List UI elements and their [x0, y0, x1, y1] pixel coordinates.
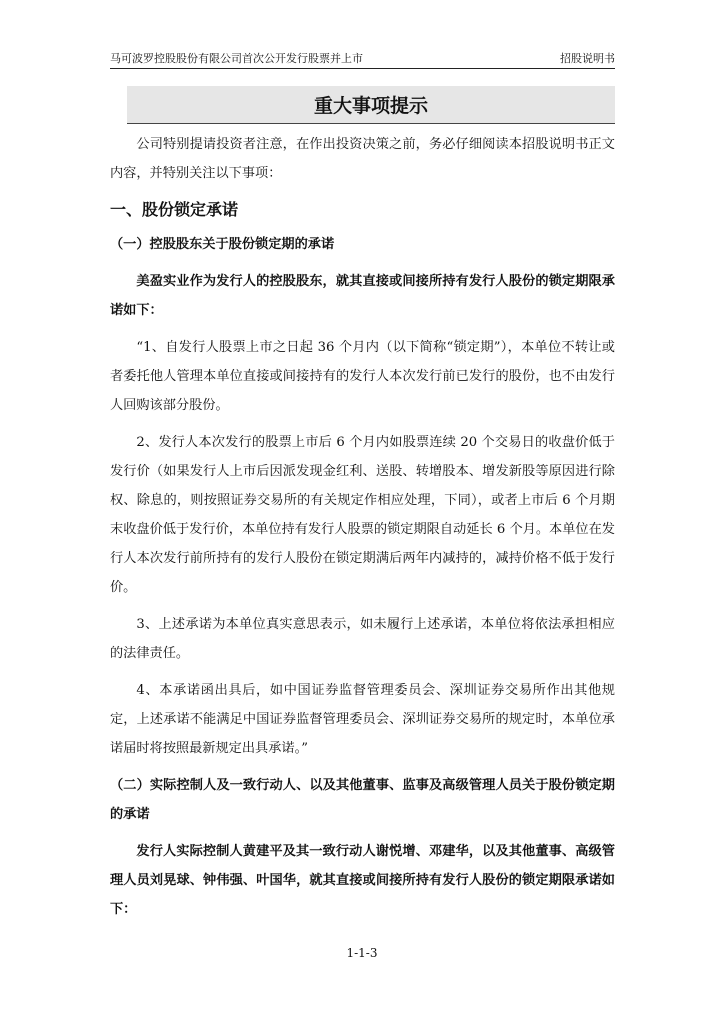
subsection-heading-controlling-shareholder: （一）控股股东关于股份锁定期的承诺: [110, 237, 335, 252]
commitment-item-4: 4、本承诺函出具后，如中国证券监督管理委员会、深圳证券交易所作出其他规定，上述承诺不能满足中国证券监督管理委员会、深圳证券交易所的规定时，本单位承诺届时将按照最新规定出具承诺。”: [110, 683, 615, 756]
header-doc-type: 招股说明书: [560, 52, 615, 65]
commitment-item-2: 2、发行人本次发行的股票上市后 6 个月内如股票连续 20 个交易日的收盘价低于发行价（如果发行人上市后因派发现金红利、送股、转增股本、增发新股等原因进行除权、除息的，则按照证券交易所的有关规定作相应处理，下同），或者上市后 6 个月期末收盘价低于发行价，本单位持有发行人股票的锁定期限自动延长 6 个月。本单位在发行人本次发行前所持有的发行人股份在锁定期满后两年内减持的，减持价格不低于发行价。: [110, 435, 615, 595]
page-title: 重大事项提示: [127, 86, 615, 124]
commitment-item-1: “1、自发行人股票上市之日起 36 个月内（以下简称“锁定期”），本单位不转让或者委托他人管理本单位直接或间接持有的发行人本次发行前已发行的股份，也不由发行人回购该部分股份。: [110, 340, 615, 413]
actual-controller-lead: 发行人实际控制人黄建平及其一致行动人谢悦增、邓建华，以及其他董事、高级管理人员刘晃球、钟伟强、叶国华，就其直接或间接所持有发行人股份的锁定期限承诺如下：: [110, 844, 615, 917]
intro-paragraph: 公司特别提请投资者注意，在作出投资决策之前，务必仔细阅读本招股说明书正文内容，并特别关注以下事项：: [110, 137, 615, 181]
controlling-shareholder-lead: 美盈实业作为发行人的控股股东，就其直接或间接所持有发行人股份的锁定期限承诺如下：: [110, 274, 615, 318]
commitment-item-3: 3、上述承诺为本单位真实意思表示，如未履行上述承诺，本单位将依法承担相应的法律责任。: [110, 617, 615, 661]
section-heading-share-lockup: 一、股份锁定承诺: [110, 200, 239, 219]
document-body: [110, 130, 615, 924]
page-header: [110, 51, 615, 67]
header-divider: [110, 68, 615, 69]
subsection-heading-actual-controller: （二）实际控制人及一致行动人、以及其他董事、监事及高级管理人员关于股份锁定期的承诺: [110, 778, 615, 822]
page-number: 1-1-3: [346, 946, 378, 960]
header-company: 马可波罗控股股份有限公司首次公开发行股票并上市: [110, 52, 363, 65]
